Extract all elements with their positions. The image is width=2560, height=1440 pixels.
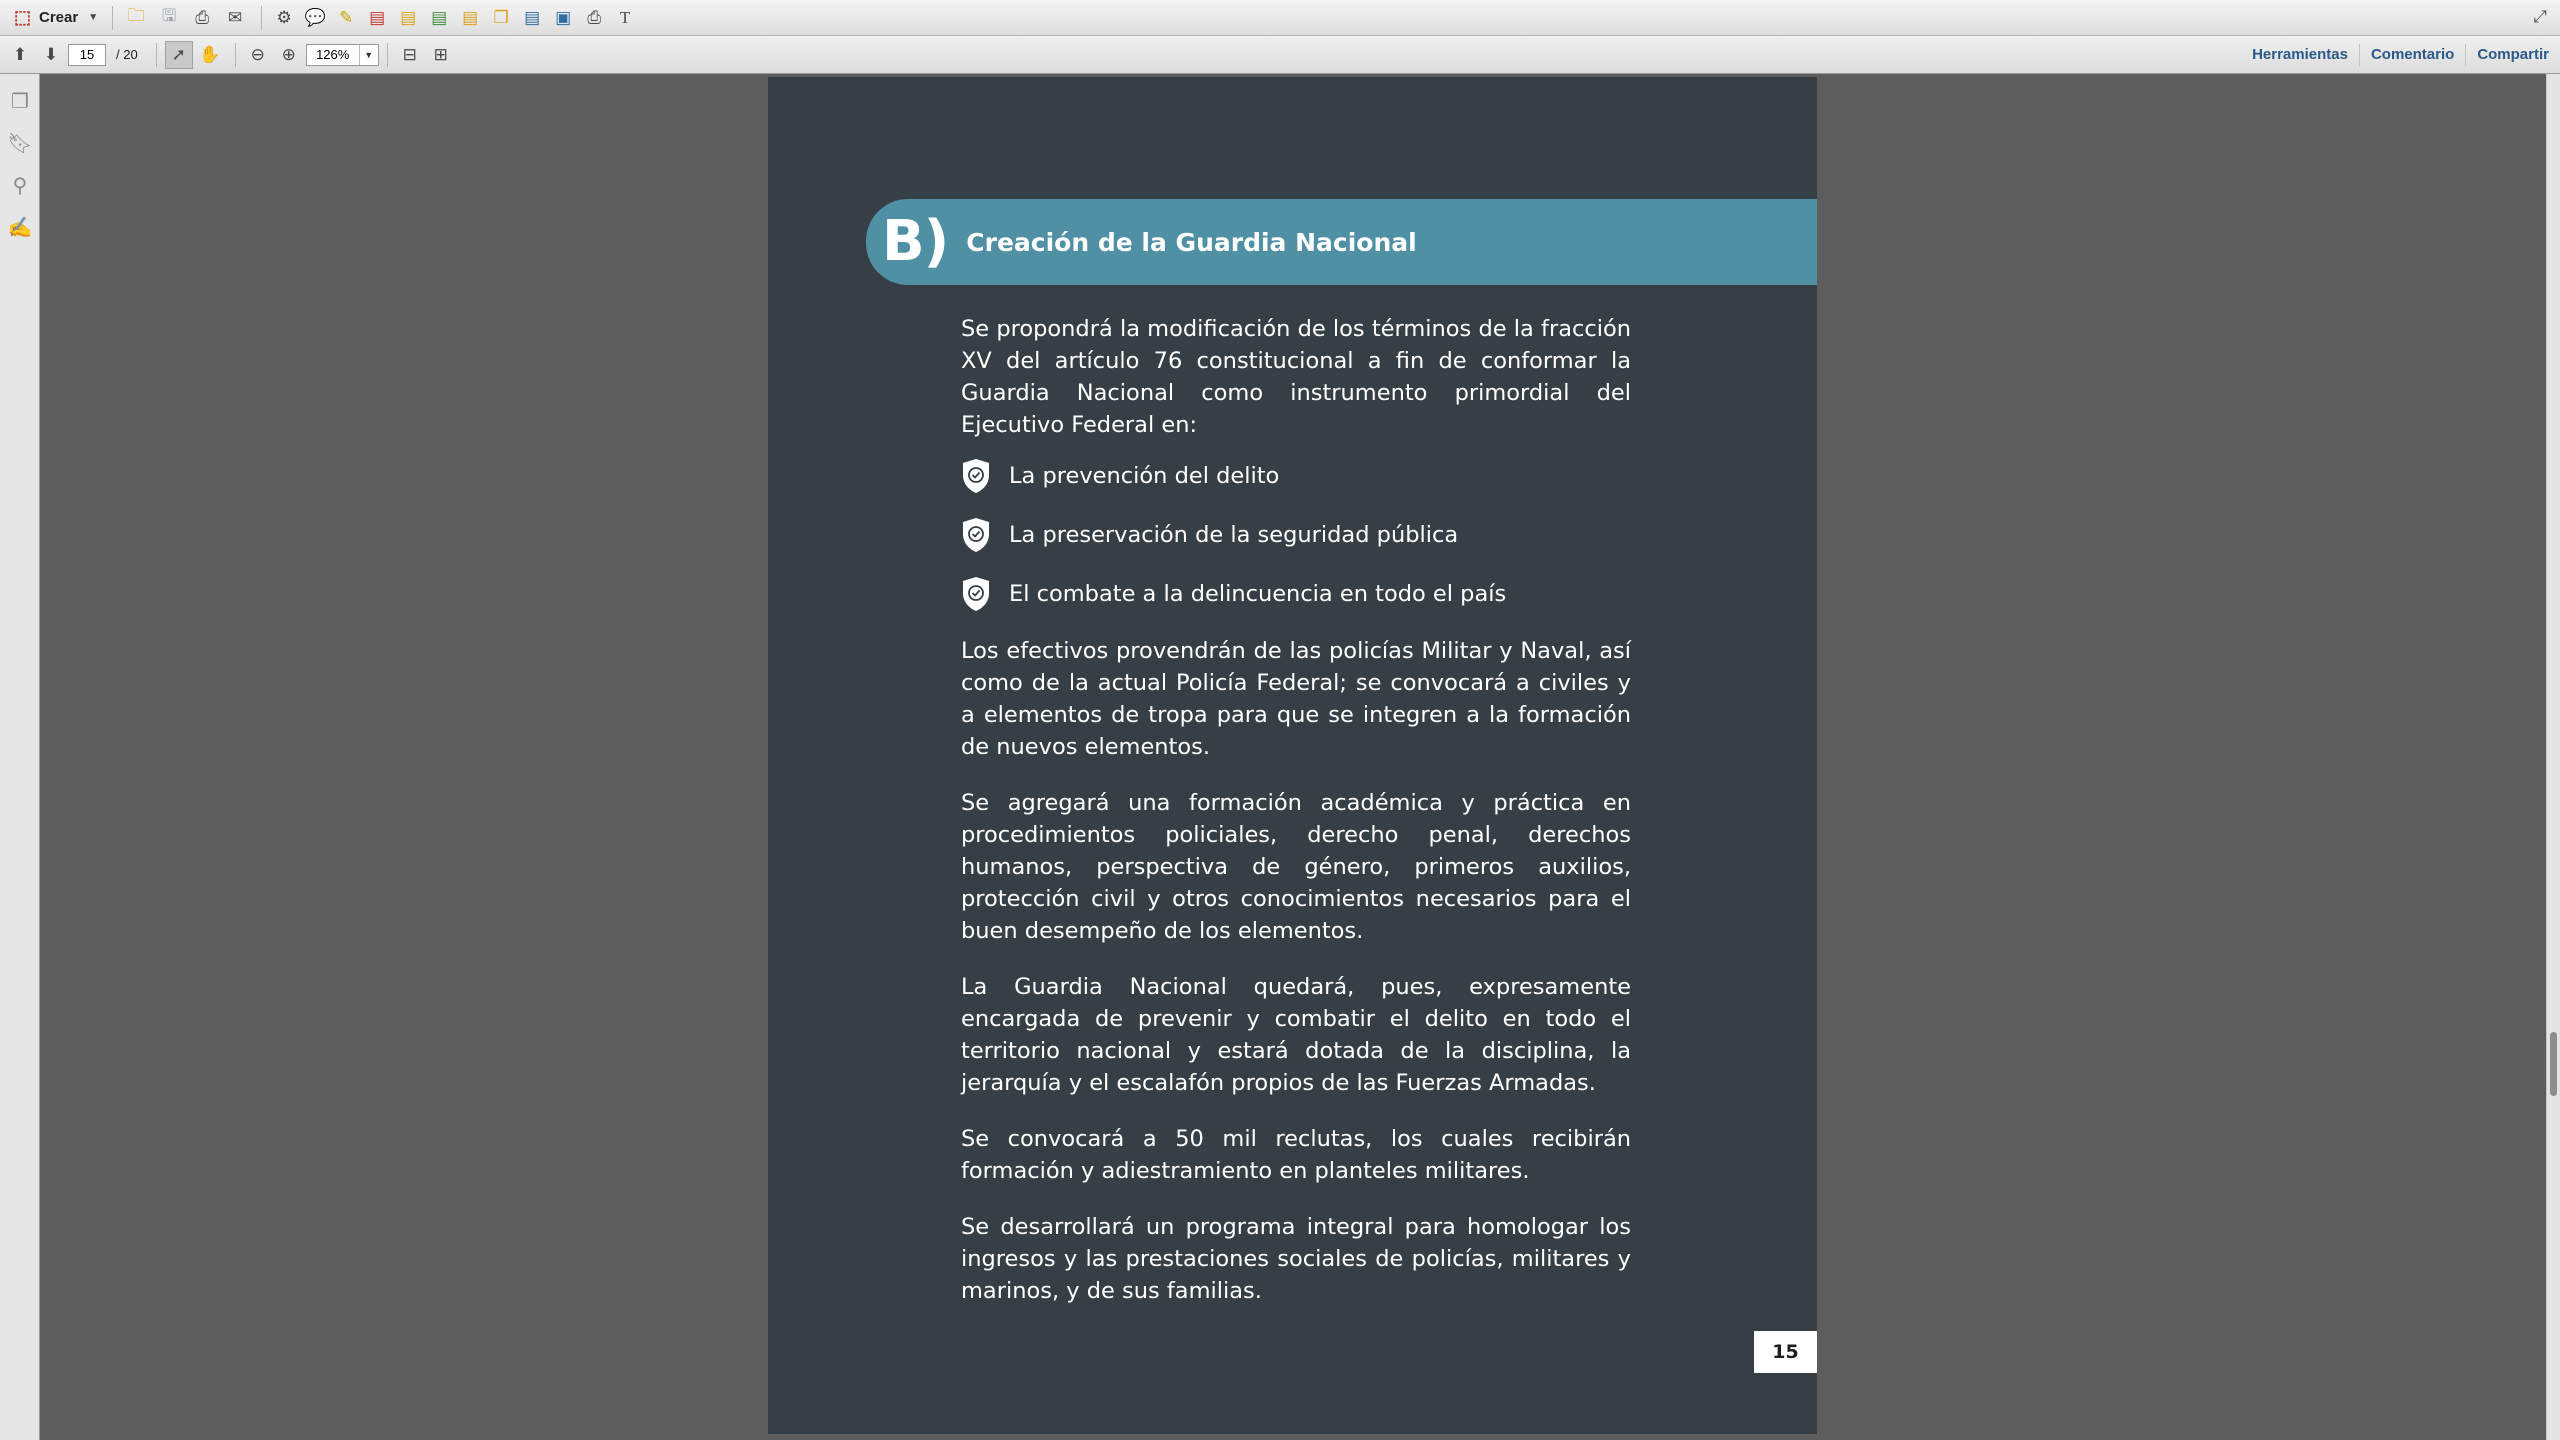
comment-button[interactable] — [301, 4, 329, 32]
printer-button[interactable] — [580, 4, 608, 32]
shield-check-icon — [961, 576, 991, 612]
navigation-toolbar — [0, 36, 2560, 74]
shield-check-icon — [961, 458, 991, 494]
send-button[interactable] — [518, 4, 546, 32]
document-page — [768, 77, 1817, 1434]
zoom-input[interactable] — [307, 45, 359, 65]
vertical-scrollbar[interactable] — [2546, 74, 2560, 1440]
save-button[interactable] — [154, 4, 184, 32]
body-paragraph: Se desarrollará un programa integral para homologar los ingresos y las prestaciones sociales de policías, militares y marinos, y de sus familias. — [961, 1214, 1631, 1304]
print-button[interactable] — [187, 4, 217, 32]
toolbar-separator — [112, 6, 113, 30]
annotate-icon: ✎ — [339, 7, 354, 27]
text-tool-icon: T — [619, 7, 631, 27]
tools-link[interactable]: Herramientas — [2252, 45, 2348, 63]
arrow-up-icon: ⬆ — [12, 44, 28, 64]
stamp-icon: ▣ — [555, 7, 572, 27]
create-button-label: Crear — [39, 9, 79, 26]
page-number-input[interactable] — [68, 44, 106, 66]
copy-button[interactable] — [487, 4, 515, 32]
export-button[interactable] — [425, 4, 453, 32]
combine-files-button[interactable] — [394, 4, 422, 32]
annotate-button[interactable] — [332, 4, 360, 32]
main-toolbar — [0, 0, 2560, 36]
total-pages-label: / 20 — [116, 47, 138, 62]
text-tool-button[interactable] — [611, 4, 639, 32]
toolbar-separator — [387, 43, 388, 67]
document-body — [961, 313, 1631, 1307]
zoom-select[interactable] — [306, 44, 379, 66]
hand-icon: ✋ — [199, 44, 221, 64]
navigation-pane — [0, 74, 40, 1440]
hand-tool-button[interactable] — [196, 41, 224, 69]
bullet-text: El combate a la delincuencia en todo el país — [1009, 580, 1507, 607]
comment-link[interactable]: Comentario — [2359, 44, 2465, 66]
section-banner — [866, 199, 1817, 285]
create-pdf-icon: ⬚ — [14, 7, 32, 27]
toolbar-separator — [156, 43, 157, 67]
printer-icon: ⎙ — [587, 7, 601, 27]
plus-circle-icon: ⊕ — [281, 44, 296, 64]
scrollbar-thumb[interactable] — [2550, 1032, 2557, 1096]
toolbar-separator — [261, 6, 262, 30]
pages-icon[interactable]: ❐ — [11, 90, 29, 113]
chevron-down-icon: ▼ — [88, 12, 99, 23]
save-icon: 🖫 — [161, 6, 177, 25]
email-button[interactable] — [220, 4, 250, 32]
select-tool-button[interactable] — [165, 41, 193, 69]
body-paragraph: Se convocará a 50 mil reclutas, los cuales recibirán formación y adiestramiento en planteles militares. — [961, 1126, 1631, 1184]
list-item — [961, 446, 1631, 505]
zoom-in-button[interactable] — [275, 41, 303, 69]
section-title: Creación de la Guardia Nacional — [966, 227, 1417, 257]
next-page-button[interactable] — [37, 41, 65, 69]
attach-icon: ▤ — [462, 7, 479, 27]
attachment-icon[interactable]: ⚲ — [12, 174, 28, 197]
cursor-icon: ➚ — [171, 44, 186, 64]
section-letter: B) — [882, 209, 949, 274]
body-paragraph: Los efectivos provendrán de las policías Militar y Naval, así como de la actual Policía Federal; se convocará a civiles y a elementos de tropa para que se integren a la formación de nuevos elementos. — [961, 638, 1631, 760]
combine-files-icon: ▤ — [400, 7, 417, 27]
minus-circle-icon: ⊖ — [250, 44, 265, 64]
bullet-text: La preservación de la seguridad pública — [1009, 521, 1459, 548]
share-link[interactable]: Compartir — [2465, 44, 2560, 66]
signature-icon[interactable]: ✍ — [7, 216, 33, 239]
settings-icon: ⚙ — [276, 7, 292, 27]
shield-check-icon — [961, 517, 991, 553]
fit-page-button[interactable] — [396, 41, 424, 69]
page-number-badge: 15 — [1754, 1331, 1817, 1373]
fit-page-icon: ⊟ — [402, 44, 417, 64]
list-item — [961, 505, 1631, 564]
body-paragraph: Se agregará una formación académica y práctica en procedimientos policiales, derecho penal, derechos humanos, perspectiva de género, primeros auxilios, protección civil y otros conocimientos necesarios para el buen desempeño de los elementos. — [961, 790, 1631, 944]
fit-width-icon: ⊞ — [433, 44, 448, 64]
chevron-down-icon[interactable]: ▼ — [359, 45, 378, 65]
comment-icon: 💬 — [304, 7, 326, 27]
list-item — [961, 564, 1631, 623]
pdf-export-icon: ▤ — [369, 7, 386, 27]
print-icon: ⎙ — [195, 7, 209, 27]
zoom-out-button[interactable] — [244, 41, 272, 69]
intro-paragraph: Se propondrá la modificación de los términos de la fracción XV del artículo 76 constitucional a fin de conformar la Guardia Nacional como instrumento primordial del Ejecutivo Federal en: — [961, 316, 1631, 438]
bullet-list — [961, 446, 1631, 623]
bookmark-icon[interactable]: 🔖︎ — [7, 132, 33, 155]
create-button[interactable] — [8, 4, 104, 32]
stamp-button[interactable] — [549, 4, 577, 32]
email-icon: ✉ — [228, 7, 243, 27]
previous-page-button[interactable] — [6, 41, 34, 69]
attach-button[interactable] — [456, 4, 484, 32]
send-icon: ▤ — [524, 7, 541, 27]
settings-button[interactable] — [270, 4, 298, 32]
arrow-down-icon: ⬇ — [43, 44, 59, 64]
export-icon: ▤ — [431, 7, 448, 27]
open-folder-button[interactable] — [121, 4, 151, 32]
fit-width-button[interactable] — [427, 41, 455, 69]
fullscreen-icon[interactable]: ⤢ — [2533, 7, 2547, 26]
pdf-export-button[interactable] — [363, 4, 391, 32]
open-folder-icon: 🗀 — [127, 6, 145, 25]
bullet-text: La prevención del delito — [1009, 462, 1280, 489]
body-paragraph: La Guardia Nacional quedará, pues, expresamente encargada de prevenir y combatir el delito en todo el territorio nacional y estará dotada de la disciplina, la jerarquía y el escalafón propios de las Fuerzas Armadas. — [961, 974, 1631, 1096]
copy-icon: ❐ — [493, 7, 509, 27]
toolbar-separator — [235, 43, 236, 67]
